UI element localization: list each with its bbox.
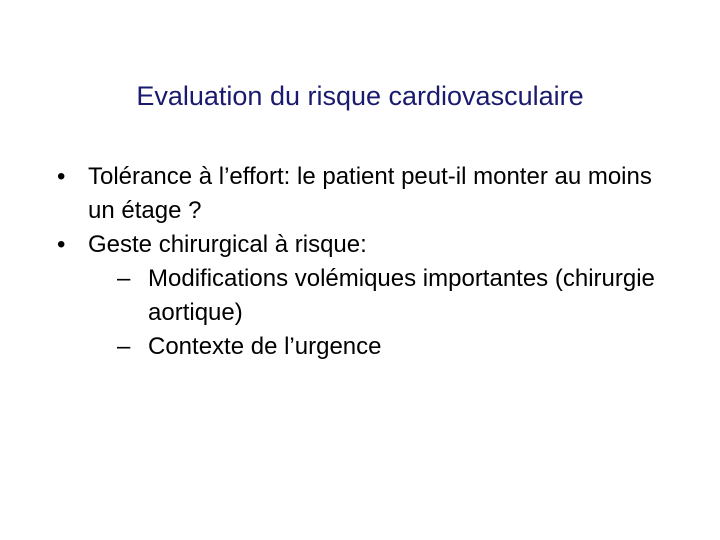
sub-bullet-item-emergency-context <box>117 330 677 364</box>
sub-bullet-item-volemic-changes <box>117 262 677 330</box>
sub-bullet-list <box>88 262 677 364</box>
sub-bullet-text: Contexte de l’urgence <box>148 333 382 360</box>
dash-marker: – <box>117 333 131 360</box>
bullet-item-surgical-risk <box>57 228 677 364</box>
bullet-text: Geste chirurgical à risque: <box>88 231 367 258</box>
bullet-marker: • <box>57 163 66 190</box>
bullet-list <box>57 160 677 364</box>
slide-title: Evaluation du risque cardiovasculaire <box>136 81 584 111</box>
bullet-item-effort-tolerance <box>57 160 677 228</box>
dash-marker: – <box>117 265 131 292</box>
bullet-marker: • <box>57 231 66 258</box>
bullet-text: Tolérance à l’effort: le patient peut-il monter au moins un étage ? <box>88 163 652 224</box>
sub-bullet-text: Modifications volémiques importantes (chirurgie aortique) <box>148 265 655 326</box>
